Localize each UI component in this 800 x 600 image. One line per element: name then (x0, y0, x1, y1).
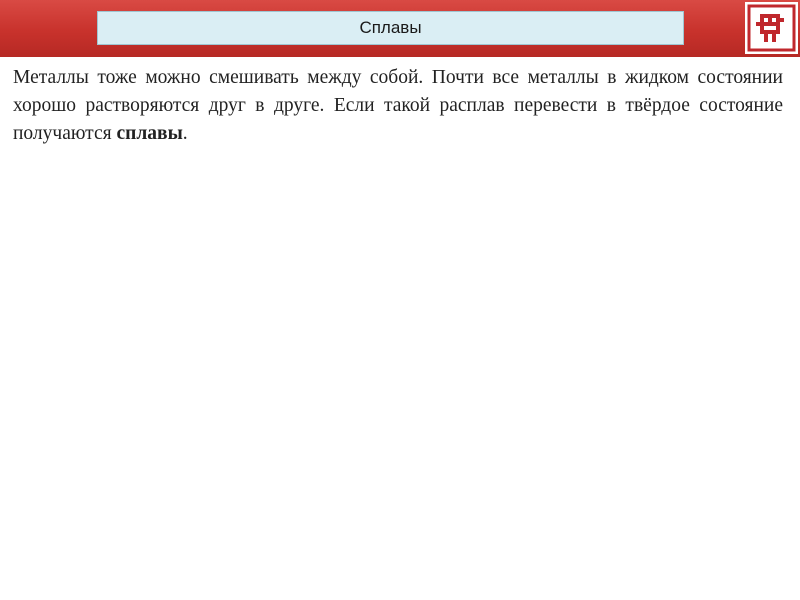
bold-term: сплавы (116, 123, 183, 144)
slide-title: Сплавы (359, 18, 422, 37)
logo (745, 2, 798, 54)
robot-logo-icon (745, 2, 798, 54)
body-paragraph (13, 64, 783, 148)
paragraph-text: Металлы тоже можно смешивать между собой. Почти все металлы в жидком состоянии хорошо растворяются друг в друге. Если такой расплав перевести в твёрдое состояние получаются (13, 67, 783, 144)
paragraph-end: . (182, 123, 188, 144)
slide-title-box (97, 11, 684, 45)
